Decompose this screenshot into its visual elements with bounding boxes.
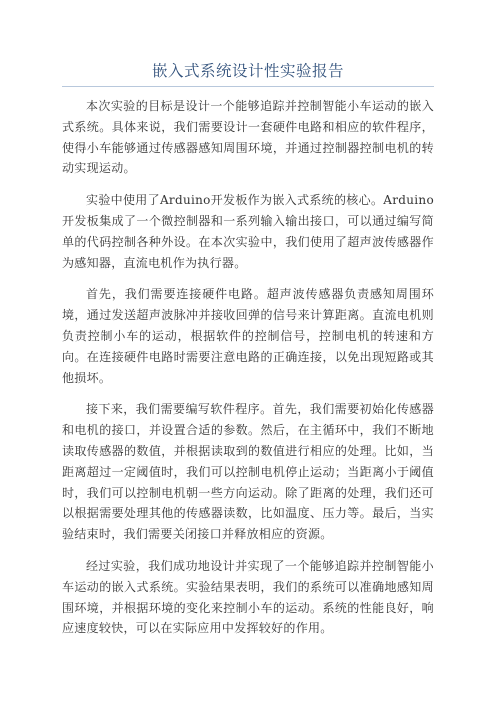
- paragraph-software-program: 接下来，我们需要编写软件程序。首先，我们需要初始化传感器和电机的接口，并设置合适的参数。然后，在主循环中，我们不断地读取传感器的数值，并根据读取到的数值进行相应的处理。比如，当距离超过一定阈值时，我们可以控制电机停止运动；当距离小于阈值时，我们可以控制电机朝一些方向运动。除了距离的处理，我们还可以根据需要处理其他的传感器读数，比如温度、压力等。最后，当实验结束时，我们需要关闭接口并释放相应的资源。: [62, 402, 434, 542]
- paragraph-objective: 本次实验的目标是设计一个能够追踪并控制智能小车运动的嵌入式系统。具体来说，我们需要设计一套硬件电路和相应的软件程序，使得小车能够通过传感器感知周围环境，并通过控制器控制电机的转动实现运动。: [62, 99, 434, 176]
- paragraph-hardware-platform: 实验中使用了Arduino开发板作为嵌入式系统的核心。Arduino开发板集成了一个微控制器和一系列输入输出接口，可以通过编写简单的代码控制各种外设。在本次实验中，我们使用了超声波传感器作为感知器，直流电机作为执行器。: [62, 193, 434, 270]
- paragraph-conclusion: 经过实验，我们成功地设计并实现了一个能够追踪并控制智能小车运动的嵌入式系统。实验结果表明，我们的系统可以准确地感知周围环境，并根据环境的变化来控制小车的运动。系统的性能良好，响应速度较快，可以在实际应用中发挥较好的作用。: [62, 558, 434, 636]
- document-title: 嵌入式系统设计性实验报告: [151, 62, 344, 80]
- document-body: [62, 96, 434, 650]
- title-divider: [62, 86, 434, 87]
- paragraph-circuit-connection: 首先，我们需要连接硬件电路。超声波传感器负责感知周围环境，通过发送超声波脉冲并接收回弹的信号来计算距离。直流电机则负责控制小车的运动，根据软件的控制信号，控制电机的转速和方向。在连接硬件电路时需要注意电路的正确连接，以免出现短路或其他损坏。: [62, 287, 434, 385]
